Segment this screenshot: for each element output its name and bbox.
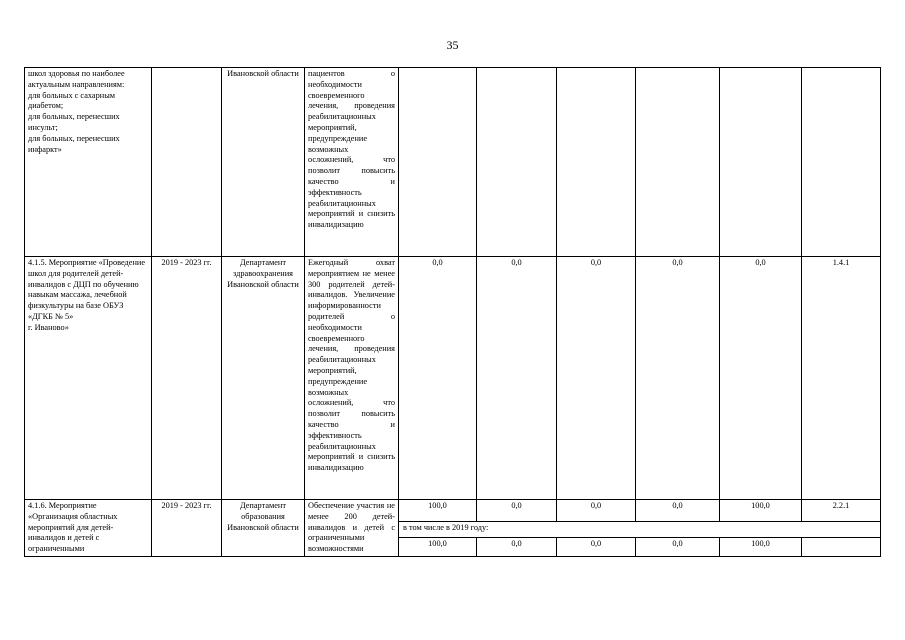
activity-name-cell: 4.1.6. Мероприятие «Организация областных мероприятий для детей-инвалидов и детей с ограниченными — [25, 500, 152, 557]
value-cell: 0,0 — [557, 500, 636, 522]
value-cell — [720, 68, 802, 257]
executor-cell: Департамент образования Ивановской области — [222, 500, 305, 557]
value-cell: 0,0 — [477, 500, 557, 522]
value-cell: 0,0 — [636, 500, 720, 522]
value-cell: 0,0 — [557, 537, 636, 556]
value-cell: 100,0 — [720, 537, 802, 556]
activity-name-cell: 4.1.5. Мероприятие «Проведение школ для родителей детей-инвалидов с ДЦП по обучению навыкам массажа, лечебной физкультуры на базе ОБУЗ «ДГКБ № 5» г. Иваново» — [25, 257, 152, 500]
expected-result-cell: Ежегодный охват мероприятием не менее 300 родителей детей-инвалидов. Увеличение информированности родителей о необходимости своевременного лечения, проведения реабилитационных мероприятий, предупреждение возможных осложнений, что позволит повысить качество и эффективность реабилитационных мероприятий и снизить инвалидизацию — [305, 257, 399, 500]
indicator-cell — [802, 537, 881, 556]
activity-name-cell: школ здоровья по наиболее актуальным направлениям: для больных с сахарным диабетом; для больных, перенесших инсульт; для больных, перенесших инфаркт» — [25, 68, 152, 257]
expected-result-cell: Обеспечение участия не менее 200 детей-инвалидов и детей с ограниченными возможностями — [305, 500, 399, 557]
period-cell: 2019 - 2023 гг. — [152, 257, 222, 500]
table-row — [25, 257, 881, 500]
value-cell: 0,0 — [399, 257, 477, 500]
value-cell: 100,0 — [399, 537, 477, 556]
value-cell — [636, 68, 720, 257]
value-cell — [557, 68, 636, 257]
period-cell: 2019 - 2023 гг. — [152, 500, 222, 557]
indicator-cell — [802, 68, 881, 257]
table-row — [25, 500, 881, 522]
page-number: 35 — [446, 38, 459, 52]
value-cell: 0,0 — [636, 537, 720, 556]
value-cell: 0,0 — [636, 257, 720, 500]
value-cell: 100,0 — [399, 500, 477, 522]
value-cell: 100,0 — [720, 500, 802, 522]
year-note: в том числе в 2019 году: — [399, 522, 881, 537]
expected-result-cell: пациентов о необходимости своевременного лечения, проведения реабилитационных мероприятий, предупреждение возможных осложнений, что позволит повысить качество и эффективность реабилитационных мероприятий и снизить инвалидизацию — [305, 68, 399, 257]
value-cell: 0,0 — [720, 257, 802, 500]
value-cell: 0,0 — [477, 537, 557, 556]
indicator-cell: 1.4.1 — [802, 257, 881, 500]
executor-cell: Ивановской области — [222, 68, 305, 257]
value-cell: 0,0 — [557, 257, 636, 500]
value-cell — [477, 68, 557, 257]
table-row — [25, 68, 881, 257]
indicator-cell: 2.2.1 — [802, 500, 881, 522]
executor-cell: Департамент здравоохранения Ивановской области — [222, 257, 305, 500]
program-table — [24, 67, 881, 557]
period-cell — [152, 68, 222, 257]
value-cell — [399, 68, 477, 257]
value-cell: 0,0 — [477, 257, 557, 500]
